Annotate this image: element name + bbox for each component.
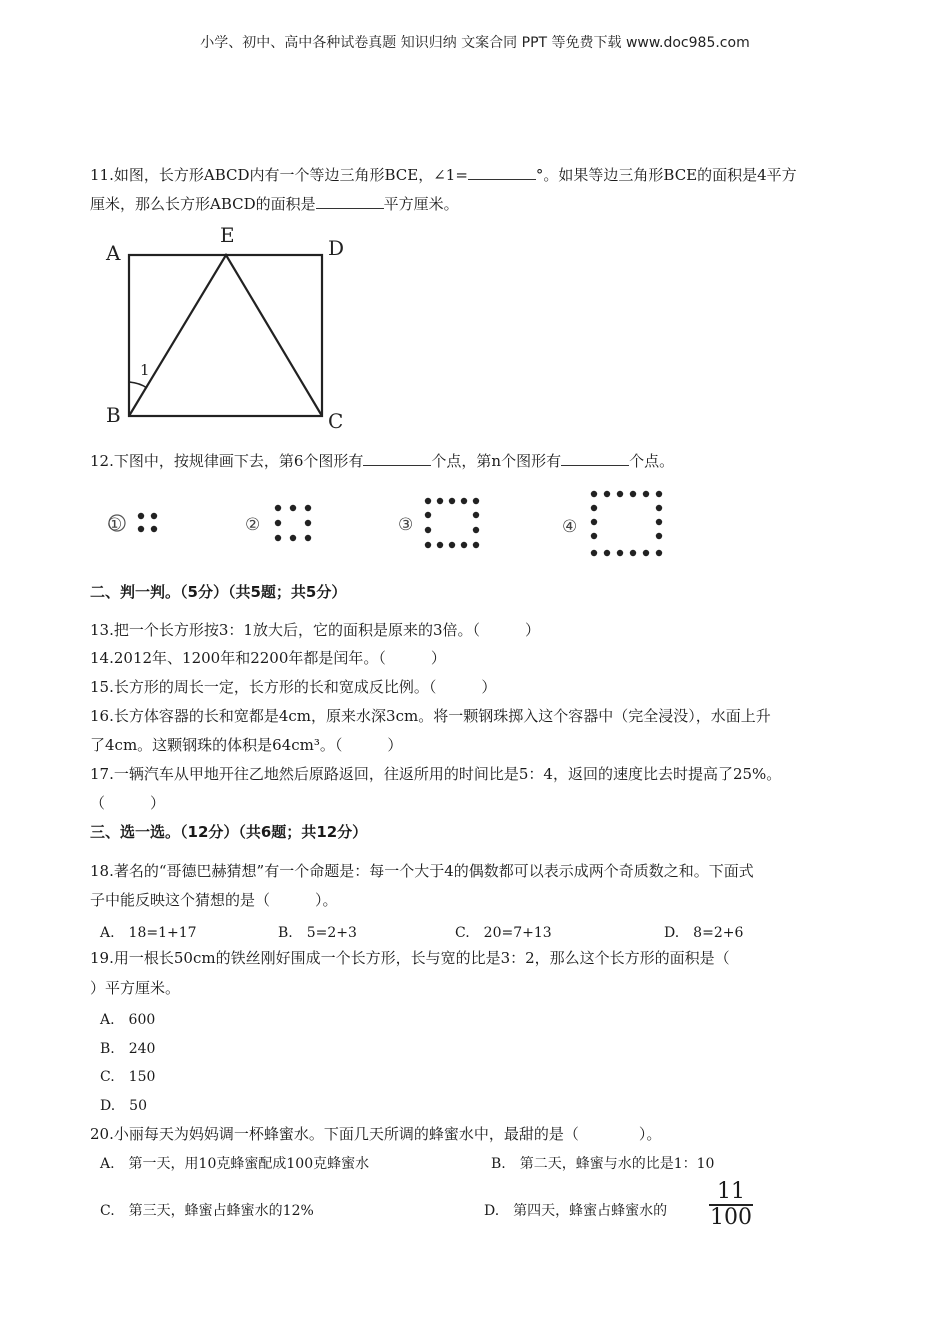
q18-option-a[interactable]: A. 18=1+17: [100, 925, 197, 941]
q19-line1: 19.用一根长50cm的铁丝刚好围成一个长方形，长与宽的比是3：2，那么这个长方形的面积是（: [90, 949, 730, 967]
label-a: A: [106, 241, 121, 265]
q11-text-a: 11.如图，长方形ABCD内有一个等边三角形BCE，∠1=: [90, 166, 468, 184]
q11-line2: [90, 194, 459, 214]
q17-line2: （ ）: [90, 794, 166, 812]
q13-text: 13.把一个长方形按3：1放大后，它的面积是原来的3倍。（ ）: [90, 621, 540, 639]
q19-option-a[interactable]: A. 600: [100, 1012, 156, 1028]
q11-text-d: 平方厘米。: [383, 195, 459, 213]
q12-text-c: 个点。: [629, 452, 675, 470]
q20-fraction: [709, 1181, 753, 1229]
fig2-dots: [275, 505, 311, 541]
label-e: E: [220, 223, 235, 247]
q20-option-c[interactable]: C. 第三天，蜂蜜占蜂蜜水的12%: [100, 1203, 314, 1219]
q12-line: [90, 451, 674, 471]
q12-text-b: 个点，第n个图形有: [431, 452, 562, 470]
fig1-dots: [138, 513, 157, 532]
fig-label-4: ④: [562, 517, 578, 537]
dot-pattern-figure: [100, 485, 680, 565]
q18-option-b[interactable]: B. 5=2+3: [278, 925, 357, 941]
fraction-denominator: 100: [710, 1205, 752, 1230]
angle-1-arc: [129, 382, 147, 388]
q11-text-c: 厘米，那么长方形ABCD的面积是: [90, 195, 316, 213]
q16-line2: 了4cm。这颗钢珠的体积是64cm³。（ ）: [90, 736, 403, 754]
q18-option-c[interactable]: C. 20=7+13: [455, 925, 552, 941]
page-header: 小学、初中、高中各种试卷真题 知识归纳 文案合同 PPT 等免费下载 www.doc985.com: [200, 35, 750, 51]
label-d: D: [328, 236, 345, 260]
q11-text-b: °。如果等边三角形BCE的面积是4平方: [535, 166, 797, 184]
rectangle-abcd: [129, 255, 322, 416]
q20-line1: 20.小丽每天为妈妈调一杯蜂蜜水。下面几天所调的蜂蜜水中，最甜的是（ ）。: [90, 1125, 662, 1143]
q11-area-blank[interactable]: [316, 194, 384, 209]
q14-text: 14.2012年、1200年和2200年都是闰年。（ ）: [90, 649, 446, 667]
fig-label-3: ③: [398, 515, 414, 535]
q17-line1: 17.一辆汽车从甲地开往乙地然后原路返回，往返所用的时间比是5：4，返回的速度比去时提高了25%。: [90, 765, 782, 783]
q20-option-a[interactable]: A. 第一天，用10克蜂蜜配成100克蜂蜜水: [100, 1156, 370, 1172]
q18-line1: 18.著名的“哥德巴赫猜想”有一个命题是：每一个大于4的偶数都可以表示成两个奇质数之和。下面式: [90, 862, 754, 880]
triangle-bce: [129, 255, 322, 416]
label-b: B: [106, 403, 121, 427]
q12-blank-n[interactable]: [561, 451, 629, 466]
q12-text-a: 12.下图中，按规律画下去，第6个图形有: [90, 452, 364, 470]
rectangle-triangle-figure: [100, 220, 360, 435]
q18-line2: 子中能反映这个猜想的是（ ）。: [90, 891, 338, 909]
q20-option-b[interactable]: B. 第二天，蜂蜜与水的比是1：10: [491, 1156, 715, 1172]
q11-line1: [90, 165, 797, 185]
q12-blank-6[interactable]: [363, 451, 431, 466]
q19-option-b[interactable]: B. 240: [100, 1041, 156, 1057]
fig-label-1: ①: [107, 515, 123, 535]
fig4-dots: [591, 491, 662, 556]
q20-option-d[interactable]: D. 第四天，蜂蜜占蜂蜜水的: [484, 1203, 668, 1219]
q15-text: 15.长方形的周长一定，长方形的长和宽成反比例。（ ）: [90, 678, 497, 696]
q16-line1: 16.长方体容器的长和宽都是4cm，原来水深3cm。将一颗钢珠掷入这个容器中（完全浸没），水面上升: [90, 707, 771, 725]
section2-title: 二、判一判。（5分）（共5题；共5分）: [90, 583, 347, 601]
label-c: C: [328, 409, 344, 433]
fig3-dots: [425, 498, 479, 548]
label-angle-1: 1: [140, 361, 150, 379]
section3-title: 三、选一选。（12分）（共6题；共12分）: [90, 823, 368, 841]
q18-option-d[interactable]: D. 8=2+6: [664, 925, 744, 941]
q19-option-d[interactable]: D. 50: [100, 1098, 147, 1114]
fraction-numerator: 11: [717, 1179, 745, 1204]
q19-option-c[interactable]: C. 150: [100, 1069, 156, 1085]
fig-label-2: ②: [245, 515, 261, 535]
q11-angle-blank[interactable]: [468, 165, 536, 180]
q19-line2: ）平方厘米。: [90, 979, 181, 997]
